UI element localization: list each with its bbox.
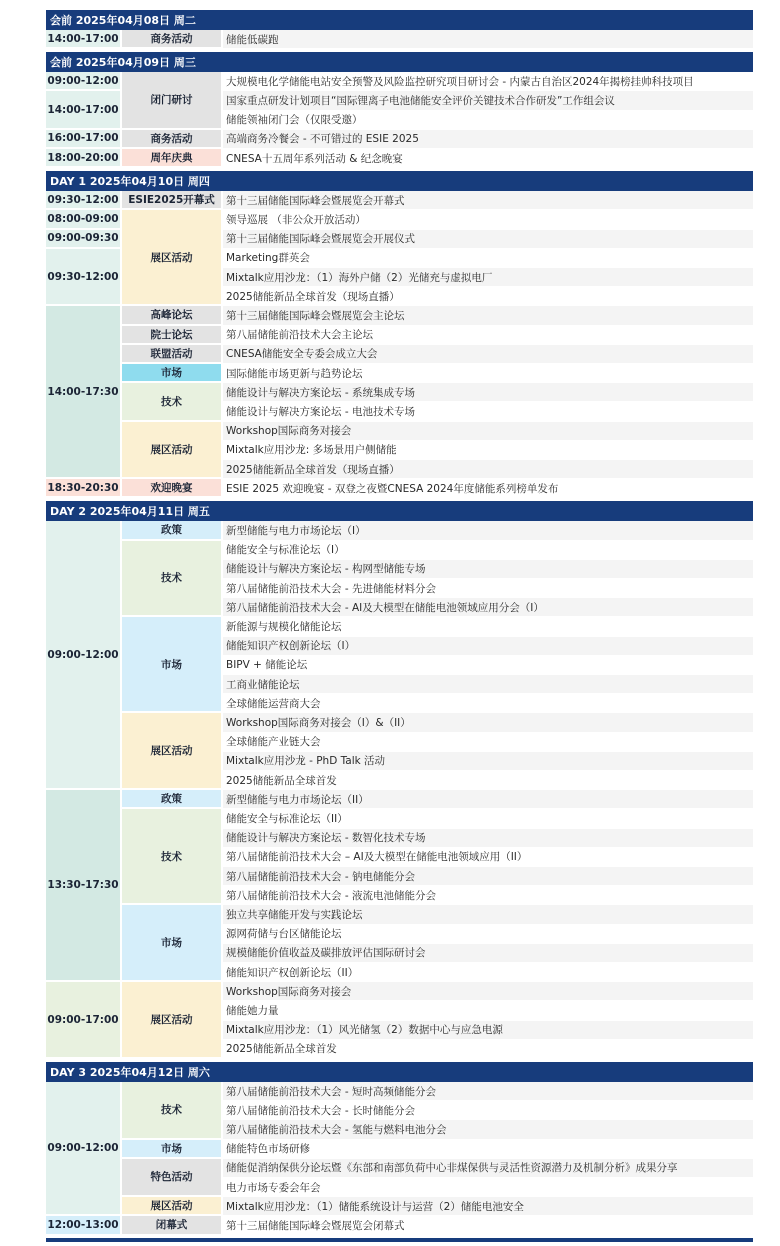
time-slot: 09:00-09:30 (46, 230, 122, 249)
session-item: 第十三届储能国际峰会暨展览会闭幕式 (223, 1216, 753, 1235)
session-item: CNESA十五周年系列活动 & 纪念晚宴 (223, 149, 753, 168)
session-item: 工商业储能论坛 (223, 675, 753, 694)
time-slot: 08:00-09:00 (46, 210, 122, 229)
session-item: 储能领袖闭门会（仅限受邀） (223, 111, 753, 130)
day-header: 会前 2025年04月08日 周二 (46, 10, 753, 30)
session-item: Workshop国际商务对接会（I）&（II） (223, 713, 753, 732)
session-item: 储能知识产权创新论坛（II） (223, 963, 753, 982)
category-label: 技术 (122, 383, 223, 421)
category-label: 周年庆典 (122, 149, 223, 168)
category-label: 政策 (122, 521, 223, 540)
session-item: 国家重点研发计划项目“国际锂离子电池储能安全评价关键技术合作研发”工作组会议 (223, 91, 753, 110)
session-item: 规模储能价值收益及碳排放评估国际研讨会 (223, 944, 753, 963)
session-item: 2025储能新品全球首发（现场直播） (223, 287, 753, 306)
session-item: Workshop国际商务对接会 (223, 982, 753, 1001)
session-item: 第八届储能前沿技术大会 – AI及大模型在储能电池领域应用（II） (223, 848, 753, 867)
time-slot: 13:30-17:30 (46, 790, 122, 982)
session-item: 第八届储能前沿技术大会主论坛 (223, 326, 753, 345)
time-slot: 09:30-12:00 (46, 249, 122, 307)
session-item: 储能她力量 (223, 1001, 753, 1020)
session-item: 独立共享储能开发与实践论坛 (223, 905, 753, 924)
session-item: Mixtalk应用沙龙：（1）储能系统设计与运营（2）储能电池安全 (223, 1197, 753, 1216)
time-slot: 14:00-17:00 (46, 30, 122, 49)
session-item: 储能促消纳保供分论坛暨《东部和南部负荷中心非煤保供与灵活性资源潜力及机制分析》成果分享 (223, 1159, 753, 1178)
category-label: 市场 (122, 617, 223, 713)
session-item: 储能设计与解决方案论坛 - 构网型储能专场 (223, 560, 753, 579)
category-label: 商务活动 (122, 30, 223, 49)
session-item: ESIE 2025 欢迎晚宴 - 双登之夜暨CNESA 2024年度储能系列榜单发布 (223, 479, 753, 498)
session-item: 国际储能市场更新与趋势论坛 (223, 364, 753, 383)
session-item: 高端商务冷餐会 - 不可错过的 ESIE 2025 (223, 130, 753, 149)
session-item: Workshop国际商务对接会 (223, 422, 753, 441)
category-label: 联盟活动 (122, 345, 223, 364)
session-item: Mixtalk应用沙龙：（1）海外户储（2）光储充与虚拟电厂 (223, 268, 753, 287)
session-item: Mixtalk应用沙龙: 多场景用户侧储能 (223, 441, 753, 460)
session-item: 大规模电化学储能电站安全预警及风险监控研究项目研讨会 - 内蒙古自治区2024年揭榜挂帅科技项目 (223, 72, 753, 91)
schedule-table (46, 10, 753, 1246)
category-label: 技术 (122, 1082, 223, 1140)
session-item: 储能设计与解决方案论坛 - 系统集成专场 (223, 383, 753, 402)
time-slot: 12:00-13:00 (46, 1216, 122, 1235)
session-item: 第八届储能前沿技术大会 - AI及大模型在储能电池领域应用分会（I） (223, 598, 753, 617)
day-header: DAY 2 2025年04月11日 周五 (46, 501, 753, 521)
session-item: 储能安全与标准论坛（I） (223, 541, 753, 560)
session-item: CNESA储能安全专委会成立大会 (223, 345, 753, 364)
session-item: 储能知识产权创新论坛（I） (223, 637, 753, 656)
category-label: 市场 (122, 364, 223, 383)
category-label: 闭幕式 (122, 1216, 223, 1235)
session-item: 领导巡展 （非公众开放活动） (223, 210, 753, 229)
time-slot: 09:00-12:00 (46, 1082, 122, 1216)
session-item: Mixtalk应用沙龙 - PhD Talk 活动 (223, 752, 753, 771)
category-label: 闭门研讨 (122, 72, 223, 130)
session-item: 全球储能运营商大会 (223, 694, 753, 713)
session-item: 2025储能新品全球首发（现场直播） (223, 460, 753, 479)
session-item: Marketing群英会 (223, 249, 753, 268)
time-slot: 09:00-12:00 (46, 72, 122, 91)
session-item: 第八届储能前沿技术大会 - 液流电池储能分会 (223, 886, 753, 905)
session-item: 第十三届储能国际峰会暨展览会开展仪式 (223, 230, 753, 249)
session-item: Mixtalk应用沙龙：（1）风光储氢（2）数据中心与应急电源 (223, 1021, 753, 1040)
day-header: DAY 3 2025年04月12日 周六 (46, 1062, 753, 1082)
session-item: 第十三届储能国际峰会暨展览会主论坛 (223, 306, 753, 325)
time-slot: 18:30-20:30 (46, 479, 122, 498)
session-item: 2025储能新品全球首发 (223, 1040, 753, 1059)
session-item: 第十三届储能国际峰会暨展览会开幕式 (223, 191, 753, 210)
session-item: 2025储能新品全球首发 (223, 771, 753, 790)
session-item: 储能设计与解决方案论坛 - 电池技术专场 (223, 402, 753, 421)
category-label: 技术 (122, 541, 223, 618)
time-slot: 16:00-17:00 (46, 130, 122, 149)
session-item: 第八届储能前沿技术大会 - 氢能与燃料电池分会 (223, 1120, 753, 1139)
session-item: 新能源与规模化储能论坛 (223, 617, 753, 636)
session-item: 全球储能产业链大会 (223, 733, 753, 752)
time-slot: 14:00-17:00 (46, 91, 122, 129)
session-item: BIPV + 储能论坛 (223, 656, 753, 675)
session-item: 源网荷储与台区储能论坛 (223, 925, 753, 944)
session-item: 第八届储能前沿技术大会 - 长时储能分会 (223, 1101, 753, 1120)
time-slot: 18:00-20:00 (46, 149, 122, 168)
category-label: 市场 (122, 905, 223, 982)
time-slot: 09:00-17:00 (46, 982, 122, 1059)
session-item: 电力市场专委会年会 (223, 1178, 753, 1197)
session-item: 第八届储能前沿技术大会 - 短时高频储能分会 (223, 1082, 753, 1101)
session-item: 新型储能与电力市场论坛（I） (223, 521, 753, 540)
category-label: 欢迎晚宴 (122, 479, 223, 498)
time-slot: 14:00-17:30 (46, 306, 122, 479)
category-label: 展区活动 (122, 1197, 223, 1216)
time-slot: 09:30-12:00 (46, 191, 122, 210)
session-item: 第八届储能前沿技术大会 - 先进储能材料分会 (223, 579, 753, 598)
category-label: 政策 (122, 790, 223, 809)
category-label: ESIE2025开幕式 (122, 191, 223, 210)
session-item: 新型储能与电力市场论坛（II） (223, 790, 753, 809)
session-item: 储能设计与解决方案论坛 - 数智化技术专场 (223, 829, 753, 848)
session-item: 储能特色市场研修 (223, 1140, 753, 1159)
category-label: 院士论坛 (122, 326, 223, 345)
day-header: DAY 1 2025年04月10日 周四 (46, 171, 753, 191)
category-label: 特色活动 (122, 1159, 223, 1197)
time-slot: 09:00-12:00 (46, 521, 122, 790)
category-label: 技术 (122, 809, 223, 905)
category-label: 展区活动 (122, 713, 223, 790)
day-header: 会前 2025年04月09日 周三 (46, 52, 753, 72)
category-label: 商务活动 (122, 130, 223, 149)
category-label: 展区活动 (122, 210, 223, 306)
table-bottom-rule (46, 1238, 753, 1242)
category-label: 市场 (122, 1140, 223, 1159)
category-label: 高峰论坛 (122, 306, 223, 325)
category-label: 展区活动 (122, 422, 223, 480)
session-item: 储能低碳跑 (223, 30, 753, 49)
session-item: 第八届储能前沿技术大会 - 钠电储能分会 (223, 867, 753, 886)
category-label: 展区活动 (122, 982, 223, 1059)
session-item: 储能安全与标准论坛（II） (223, 809, 753, 828)
